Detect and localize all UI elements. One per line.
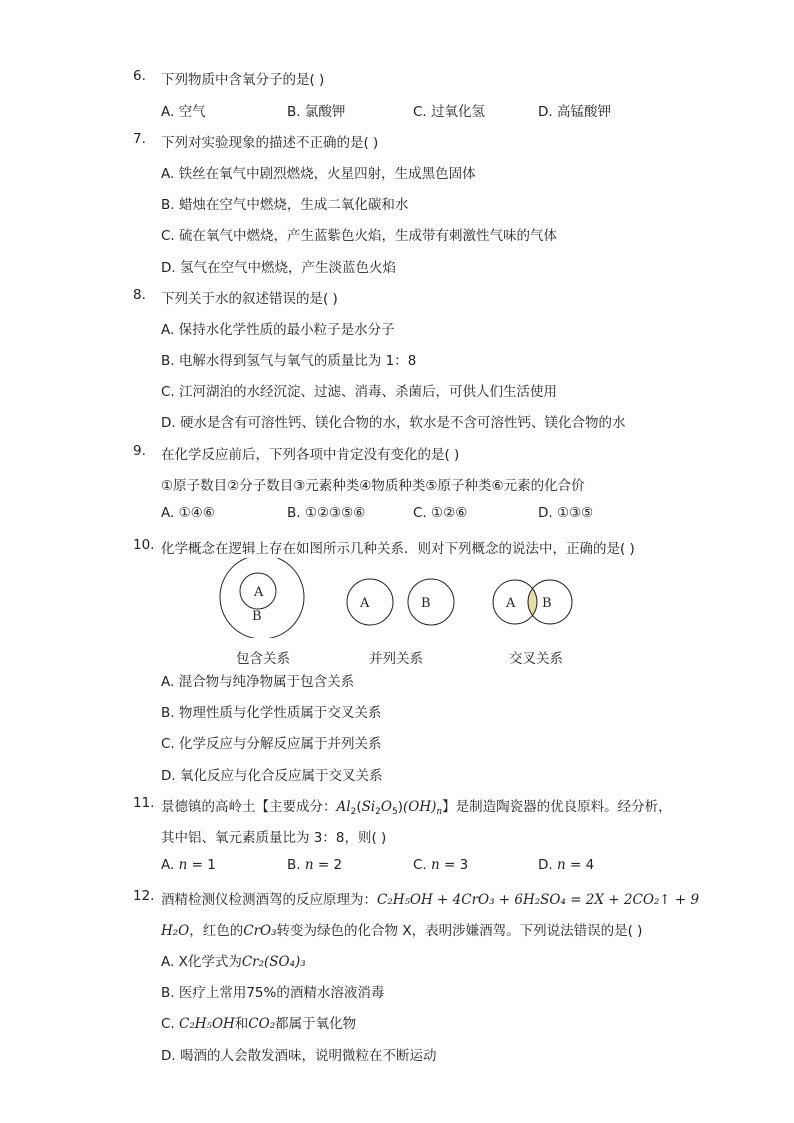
question-stem: 下列对实验现象的描述不正确的是( ) bbox=[161, 135, 379, 151]
inclusion-outer-label: B bbox=[252, 609, 262, 624]
option-d[interactable]: D. 氧化反应与化合反应属于交叉关系 bbox=[161, 768, 383, 784]
question-number: 6. bbox=[133, 68, 146, 84]
option-b[interactable]: B. 电解水得到氢气与氧气的质量比为 1：8 bbox=[161, 353, 417, 369]
option-d[interactable]: D. 氢气在空气中燃烧，产生淡蓝色火焰 bbox=[161, 260, 396, 276]
parallel-right-circle bbox=[408, 579, 454, 625]
option-c[interactable]: C. 硫在氧气中燃烧，产生蓝紫色火焰，生成带有刺激性气味的气体 bbox=[161, 228, 558, 244]
option-d[interactable]: D. n = 4 bbox=[538, 857, 595, 873]
question-number: 11. bbox=[133, 795, 155, 811]
option-b[interactable]: B. ①②③⑤⑥ bbox=[287, 505, 366, 521]
option-c[interactable]: C. ①②⑥ bbox=[413, 505, 468, 521]
option-c[interactable]: C. 江河湖泊的水经沉淀、过滤、消毒、杀菌后，可供人们生活使用 bbox=[161, 384, 558, 400]
option-c[interactable]: C. 过氧化氢 bbox=[413, 104, 486, 120]
item-list: ①原子数目②分子数目③元素种类④物质种类⑤原子种类⑥元素的化合价 bbox=[161, 478, 585, 494]
question-stem bbox=[161, 795, 672, 817]
intersect-left-label: A bbox=[506, 596, 516, 611]
option-b[interactable]: B. n = 2 bbox=[287, 857, 343, 873]
caption-inclusion: 包含关系 bbox=[236, 651, 290, 667]
option-d[interactable]: D. ①③⑤ bbox=[538, 505, 594, 521]
option-b[interactable]: B. 物理性质与化学性质属于交叉关系 bbox=[161, 705, 382, 721]
option-a[interactable]: A. ①④⑥ bbox=[161, 505, 215, 521]
option-c[interactable]: C. n = 3 bbox=[413, 857, 469, 873]
option-d[interactable]: D. 喝酒的人会散发酒味，说明微粒在不断运动 bbox=[161, 1048, 437, 1064]
question-stem: 下列关于水的叙述错误的是( ) bbox=[161, 291, 338, 307]
question-stem: 在化学反应前后，下列各项中肯定没有变化的是( ) bbox=[161, 447, 460, 463]
kaolin-formula: $Al_2(Si_2O_5)(OH)_n$ bbox=[336, 799, 443, 817]
question-number: 7. bbox=[133, 131, 146, 147]
option-a[interactable]: A. 铁丝在氧气中剧烈燃烧，火星四射，生成黑色固体 bbox=[161, 166, 476, 182]
question-number: 9. bbox=[133, 443, 146, 459]
stem-text: 酒精检测仪检测酒驾的反应原理为： bbox=[161, 892, 377, 908]
parallel-left-circle bbox=[347, 579, 393, 625]
option-a[interactable]: A. 空气 bbox=[161, 104, 206, 120]
option-b[interactable]: B. 蜡烛在空气中燃烧，生成二氧化碳和水 bbox=[161, 197, 409, 213]
option-a[interactable]: A. X化学式为Cr₂(SO₄)₃ bbox=[161, 954, 306, 970]
question-stem-line2: 其中铝、氧元素质量比为 3：8，则( ) bbox=[161, 830, 387, 846]
option-c[interactable]: C. C₂H₅OH和CO₂都属于氧化物 bbox=[161, 1016, 357, 1032]
option-b[interactable]: B. 医疗上常用75%的酒精水溶液消毒 bbox=[161, 985, 385, 1001]
parallel-right-label: B bbox=[421, 596, 431, 611]
parallel-left-label: A bbox=[360, 596, 370, 611]
option-b[interactable]: B. 氯酸钾 bbox=[287, 104, 346, 120]
reaction-equation: C₂H₅OH + 4CrO₃ + 6H₂SO₄ = 2X + 2CO₂↑ + 9 bbox=[377, 892, 700, 908]
question-number: 10. bbox=[133, 537, 155, 553]
caption-intersect: 交叉关系 bbox=[509, 651, 563, 667]
option-d[interactable]: D. 高锰酸钾 bbox=[538, 104, 611, 120]
question-stem-line2: H₂O，红色的CrO₃转变为绿色的化合物 X，表明涉嫌酒驾。下列说法错误的是( ) bbox=[161, 923, 643, 939]
question-stem bbox=[161, 888, 699, 908]
stem-text: 景德镇的高岭土【主要成分： bbox=[161, 799, 337, 815]
option-a[interactable]: A. 混合物与纯净物属于包含关系 bbox=[161, 674, 355, 690]
relationship-diagram bbox=[205, 558, 585, 638]
caption-parallel: 并列关系 bbox=[369, 651, 423, 667]
question-number: 12. bbox=[133, 888, 155, 904]
option-a[interactable]: A. n = 1 bbox=[161, 857, 216, 873]
intersect-right-label: B bbox=[542, 596, 552, 611]
question-number: 8. bbox=[133, 287, 146, 303]
option-c[interactable]: C. 化学反应与分解反应属于并列关系 bbox=[161, 736, 382, 752]
option-a[interactable]: A. 保持水化学性质的最小粒子是水分子 bbox=[161, 322, 395, 338]
question-stem: 下列物质中含氧分子的是( ) bbox=[161, 72, 325, 88]
option-d[interactable]: D. 硬水是含有可溶性钙、镁化合物的水，软水是不含可溶性钙、镁化合物的水 bbox=[161, 415, 626, 431]
inclusion-inner-label: A bbox=[254, 585, 264, 600]
question-stem: 化学概念在逻辑上存在如图所示几种关系．则对下列概念的说法中，正确的是( ) bbox=[161, 541, 635, 557]
stem-text: 】是制造陶瓷器的优良原料。经分析， bbox=[442, 799, 672, 815]
